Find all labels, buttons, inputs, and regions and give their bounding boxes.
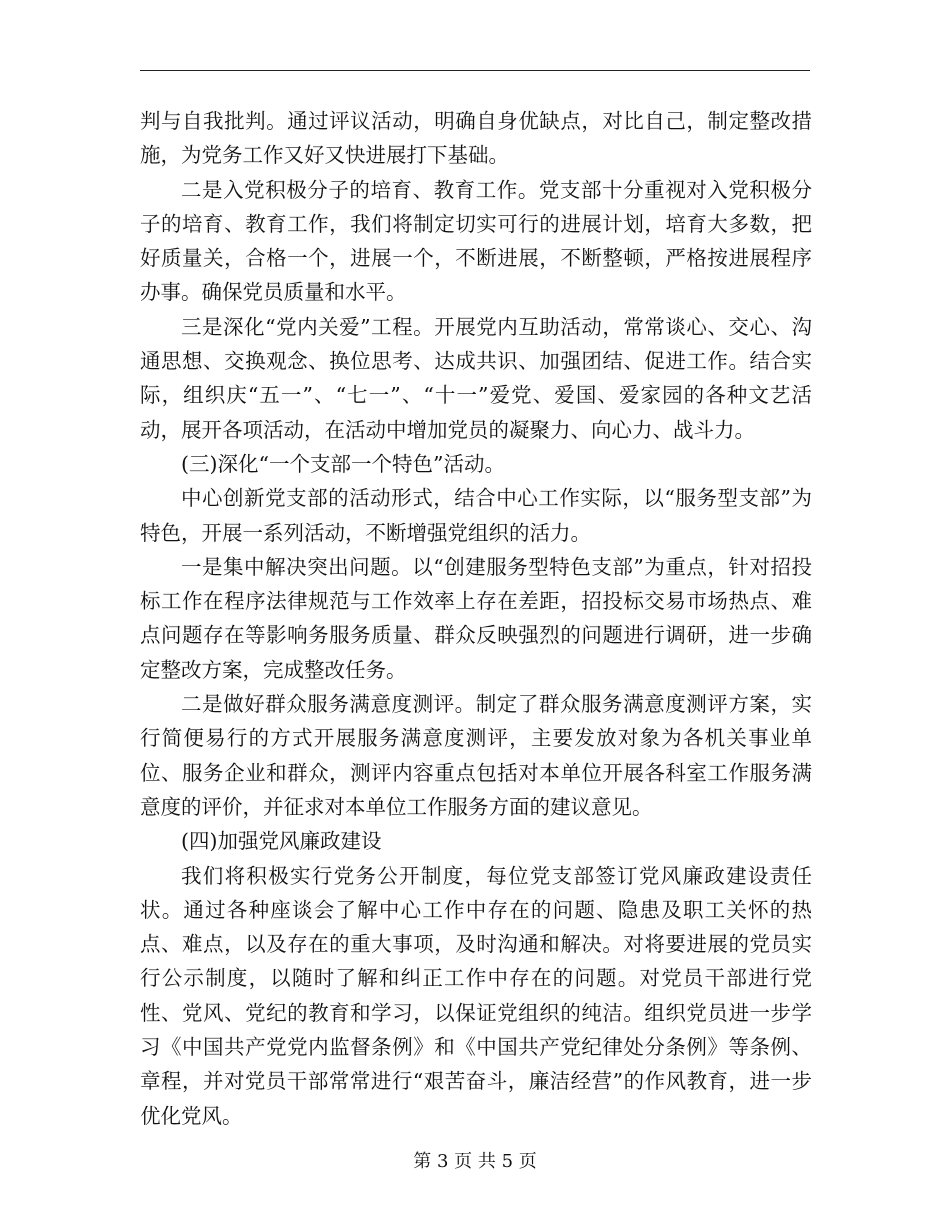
paragraph-clean-governance: 我们将积极实行党务公开制度，每位党支部签订党风廉政建设责任状。通过各种座谈会了解中心工作中存在的问题、隐患及职工关怀的热点、难点，以及存在的重大事项，及时沟通和解决。对将要进展的党员实行公示制度，以随时了解和纠正工作中存在的问题。对党员干部进行党性、党风、党纪的教育和学习，以保证党组织的纯洁。组织党员进一步学习《中国共产党党内监督条例》和《中国共产党纪律处分条例》等条例、章程，并对党员干部常常进行“艰苦奋斗，廉洁经营”的作风教育，进一步优化党风。 <box>140 863 812 1128</box>
paragraph-continuation: 判与自我批判。通过评议活动，明确自身优缺点，对比自己，制定整改措施，为党务工作又好又快进展打下基础。 <box>140 109 812 168</box>
paragraph-satisfaction-survey: 二是做好群众服务满意度测评。制定了群众服务满意度测评方案，实行简便易行的方式开展服务满意度测评，主要发放对象为各机关事业单位、服务企业和群众，测评内容重点包括对本单位开展各科室工作服务满意度的评价，并征求对本单位工作服务方面的建议意见。 <box>140 692 812 819</box>
page-number: 第 3 页 共 5 页 <box>413 1151 537 1172</box>
header-rule <box>140 70 810 71</box>
body-text <box>140 104 812 1133</box>
paragraph-party-care: 三是深化“党内关爱”工程。开展党内互助活动，常常谈心、交心、沟通思想、交换观念、换位思考、达成共识、加强团结、促进工作。结合实际，组织庆“五一”、“七一”、“十一”爱党、爱国、爱家园的各种文艺活动，展开各项活动，在活动中增加党员的凝聚力、向心力、战斗力。 <box>140 314 812 442</box>
section-heading-3: (三)深化“一个支部一个特色”活动。 <box>181 451 505 476</box>
paragraph-service-branch: 中心创新党支部的活动形式，结合中心工作实际，以“服务型支部”为特色，开展一系列活动，不断增强党组织的活力。 <box>140 486 812 545</box>
paragraph-activist-training: 二是入党积极分子的培育、教育工作。党支部十分重视对入党积极分子的培育、教育工作，我们将制定切实可行的进展计划，培育大多数，把好质量关，合格一个，进展一个，不断进展，不断整顿，严格按进展程序办事。确保党员质量和水平。 <box>140 177 812 305</box>
section-heading-4: (四)加强党风廉政建设 <box>181 829 382 854</box>
paragraph-solve-problems: 一是集中解决突出问题。以“创建服务型特色支部”为重点，针对招投标工作在程序法律规范与工作效率上存在差距，招投标交易市场热点、难点问题存在等影响务服务质量、群众反映强烈的问题进行调研，进一步确定整改方案，完成整改任务。 <box>140 554 812 682</box>
